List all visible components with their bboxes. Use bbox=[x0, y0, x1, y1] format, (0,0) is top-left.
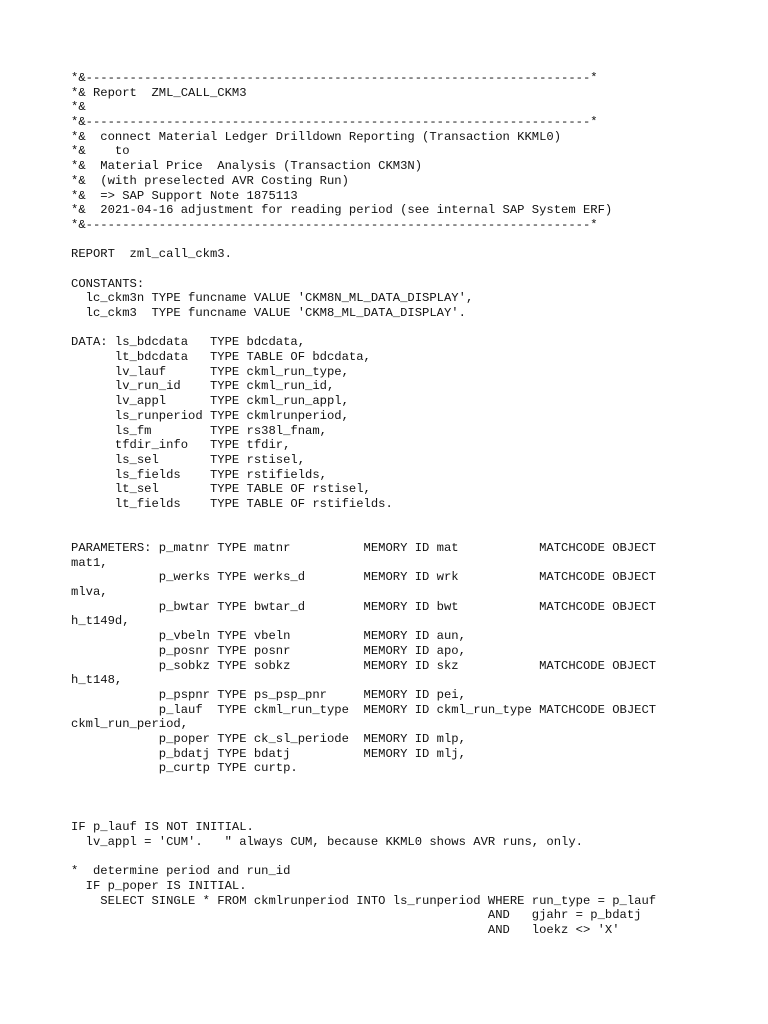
code-line: *& to bbox=[71, 144, 130, 159]
code-line: *& => SAP Support Note 1875113 bbox=[71, 188, 298, 203]
code-line bbox=[71, 805, 751, 820]
code-line: IF p_lauf IS NOT INITIAL. bbox=[71, 820, 254, 835]
code-line: * determine period and run_id bbox=[71, 864, 291, 879]
code-line: h_t148, bbox=[71, 673, 123, 688]
code-line: p_lauf TYPE ckml_run_type MEMORY ID ckml_run_type MATCHCODE OBJECT bbox=[71, 702, 657, 717]
code-line: *&---------------------------------------------------------------------* bbox=[71, 71, 598, 85]
code-line: lt_fields TYPE TABLE OF rstifields. bbox=[71, 496, 393, 511]
code-line: p_poper TYPE ck_sl_periode MEMORY ID mlp, bbox=[71, 731, 466, 746]
code-line: mat1, bbox=[71, 555, 108, 570]
code-line: DATA: ls_bdcdata TYPE bdcdata, bbox=[71, 335, 306, 350]
code-line: ls_runperiod TYPE ckmlrunperiod, bbox=[71, 408, 349, 423]
code-line: ls_fm TYPE rs38l_fnam, bbox=[71, 423, 327, 438]
code-line: lt_bdcdata TYPE TABLE OF bdcdata, bbox=[71, 350, 371, 365]
code-line: tfdir_info TYPE tfdir, bbox=[71, 438, 291, 453]
code-line: ckml_run_period, bbox=[71, 717, 189, 732]
code-line: p_werks TYPE werks_d MEMORY ID wrk MATCHCODE OBJECT bbox=[71, 570, 657, 585]
code-line bbox=[71, 791, 751, 806]
code-line: REPORT zml_call_ckm3. bbox=[71, 247, 232, 262]
code-line: ls_sel TYPE rstisel, bbox=[71, 452, 306, 467]
code-line: IF p_poper IS INITIAL. bbox=[71, 878, 247, 893]
code-line: *&---------------------------------------------------------------------* bbox=[71, 115, 598, 130]
code-line: ls_fields TYPE rstifields, bbox=[71, 467, 327, 482]
code-line bbox=[71, 776, 751, 791]
code-line bbox=[71, 262, 751, 277]
code-line: AND gjahr = p_bdatj bbox=[71, 908, 642, 923]
code-line: *& (with preselected AVR Costing Run) bbox=[71, 173, 349, 188]
code-line: p_pspnr TYPE ps_psp_pnr MEMORY ID pei, bbox=[71, 687, 466, 702]
code-line: p_bdatj TYPE bdatj MEMORY ID mlj, bbox=[71, 746, 466, 761]
code-line: p_sobkz TYPE sobkz MEMORY ID skz MATCHCODE OBJECT bbox=[71, 658, 657, 673]
code-line bbox=[71, 526, 751, 541]
code-line: lv_run_id TYPE ckml_run_id, bbox=[71, 379, 335, 394]
code-line: *& 2021-04-16 adjustment for reading period (see internal SAP System ERF) bbox=[71, 203, 613, 218]
code-line: *& connect Material Ledger Drilldown Reporting (Transaction KKML0) bbox=[71, 129, 562, 144]
code-line: p_bwtar TYPE bwtar_d MEMORY ID bwt MATCHCODE OBJECT bbox=[71, 599, 657, 614]
code-line bbox=[71, 512, 751, 527]
code-line: SELECT SINGLE * FROM ckmlrunperiod INTO ls_runperiod WHERE run_type = p_lauf bbox=[71, 893, 657, 908]
abap-source-listing bbox=[71, 71, 751, 938]
code-line: PARAMETERS: p_matnr TYPE matnr MEMORY ID mat MATCHCODE OBJECT bbox=[71, 541, 657, 555]
code-page bbox=[71, 71, 751, 938]
code-line: lv_appl TYPE ckml_run_appl, bbox=[71, 394, 349, 409]
code-line: p_posnr TYPE posnr MEMORY ID apo, bbox=[71, 643, 466, 658]
code-line: *& bbox=[71, 100, 86, 115]
code-line: lv_appl = 'CUM'. " always CUM, because KKML0 shows AVR runs, only. bbox=[71, 834, 583, 849]
code-line: lv_lauf TYPE ckml_run_type, bbox=[71, 364, 349, 379]
code-line: AND loekz <> 'X' bbox=[71, 922, 620, 937]
code-line: lc_ckm3 TYPE funcname VALUE 'CKM8_ML_DATA_DISPLAY'. bbox=[71, 306, 466, 320]
code-line: *& Material Price Analysis (Transaction CKM3N) bbox=[71, 159, 423, 174]
code-line: mlva, bbox=[71, 585, 108, 600]
code-line: lt_sel TYPE TABLE OF rstisel, bbox=[71, 482, 371, 497]
code-line: p_vbeln TYPE vbeln MEMORY ID aun, bbox=[71, 629, 466, 644]
code-line: h_t149d, bbox=[71, 614, 130, 629]
code-line bbox=[71, 321, 751, 336]
code-line: *&---------------------------------------------------------------------* bbox=[71, 217, 598, 232]
code-line: p_curtp TYPE curtp. bbox=[71, 761, 298, 776]
code-line: *& Report ZML_CALL_CKM3 bbox=[71, 85, 247, 100]
code-line: CONSTANTS: bbox=[71, 276, 145, 291]
code-line bbox=[71, 233, 751, 248]
code-line: lc_ckm3n TYPE funcname VALUE 'CKM8N_ML_DATA_DISPLAY', bbox=[71, 291, 474, 306]
code-line bbox=[71, 849, 751, 864]
